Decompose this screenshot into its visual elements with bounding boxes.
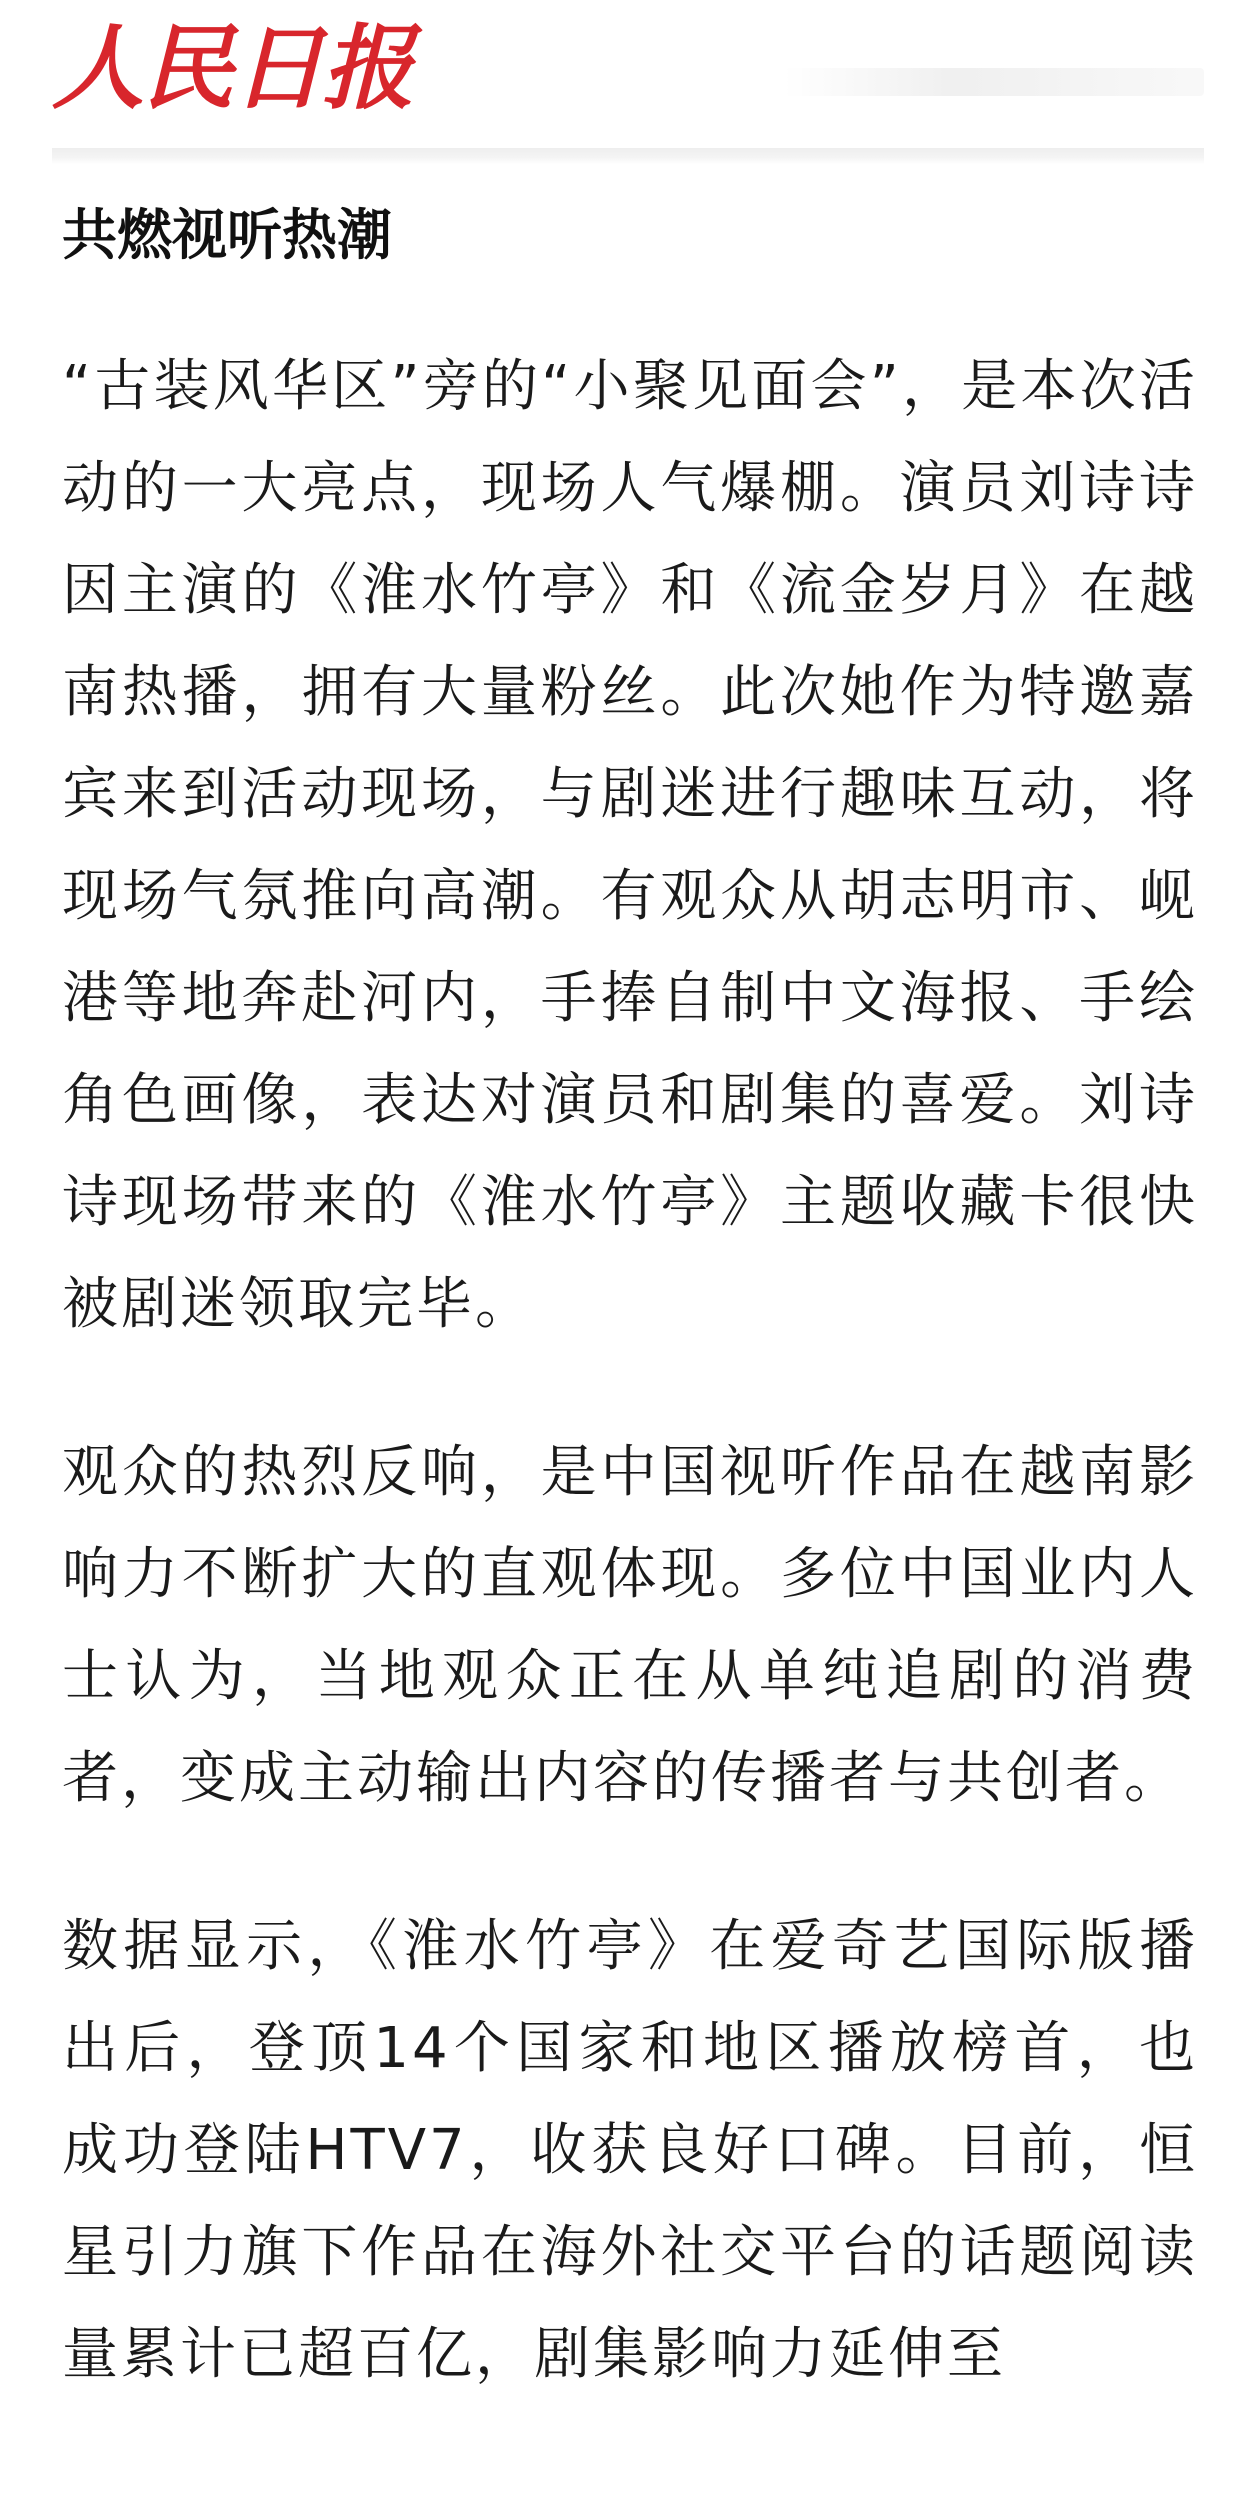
header-divider xyxy=(52,148,1204,164)
article-paragraph-1: “古装风华区”旁的“小聚见面会”，是本次活动的一大亮点，现场人气爆棚。演员刘诗诗因主演的《淮水竹亭》和《流金岁月》在越南热播，拥有大量粉丝。此次她作为特邀嘉宾来到活动现场，与剧迷进行趣味互动，将现场气氛推向高潮。有观众从胡志明市、岘港等地奔赴河内，手捧自制中文海报、手绘角色画像，表达对演员和剧集的喜爱。刘诗诗现场带来的《淮水竹亭》主题收藏卡很快被剧迷领取完毕。 xyxy=(62,353,1198,1337)
article-paragraph-2: 观众的热烈反响，是中国视听作品在越南影响力不断扩大的直观体现。多位中国业内人士认为，当地观众正在从单纯追剧的消费者，变成主动输出内容的传播者与共创者。 xyxy=(62,1439,1198,1811)
section-title: 共燃视听热潮 xyxy=(62,203,393,267)
article-body xyxy=(62,200,1198,2472)
article-paragraph-3: 数据显示，《淮水竹亭》在爱奇艺国际版播出后，登顶14个国家和地区播放榜首，也成功登陆HTV7，收获良好口碑。目前，恒星引力旗下作品在海外社交平台的话题阅读量累计已超百亿，剧集影响力延伸至 xyxy=(62,1913,1198,2387)
header-faint-bar xyxy=(784,68,1204,96)
people-daily-logo[interactable]: 人民日报 xyxy=(52,14,413,122)
app-header xyxy=(0,0,1260,150)
